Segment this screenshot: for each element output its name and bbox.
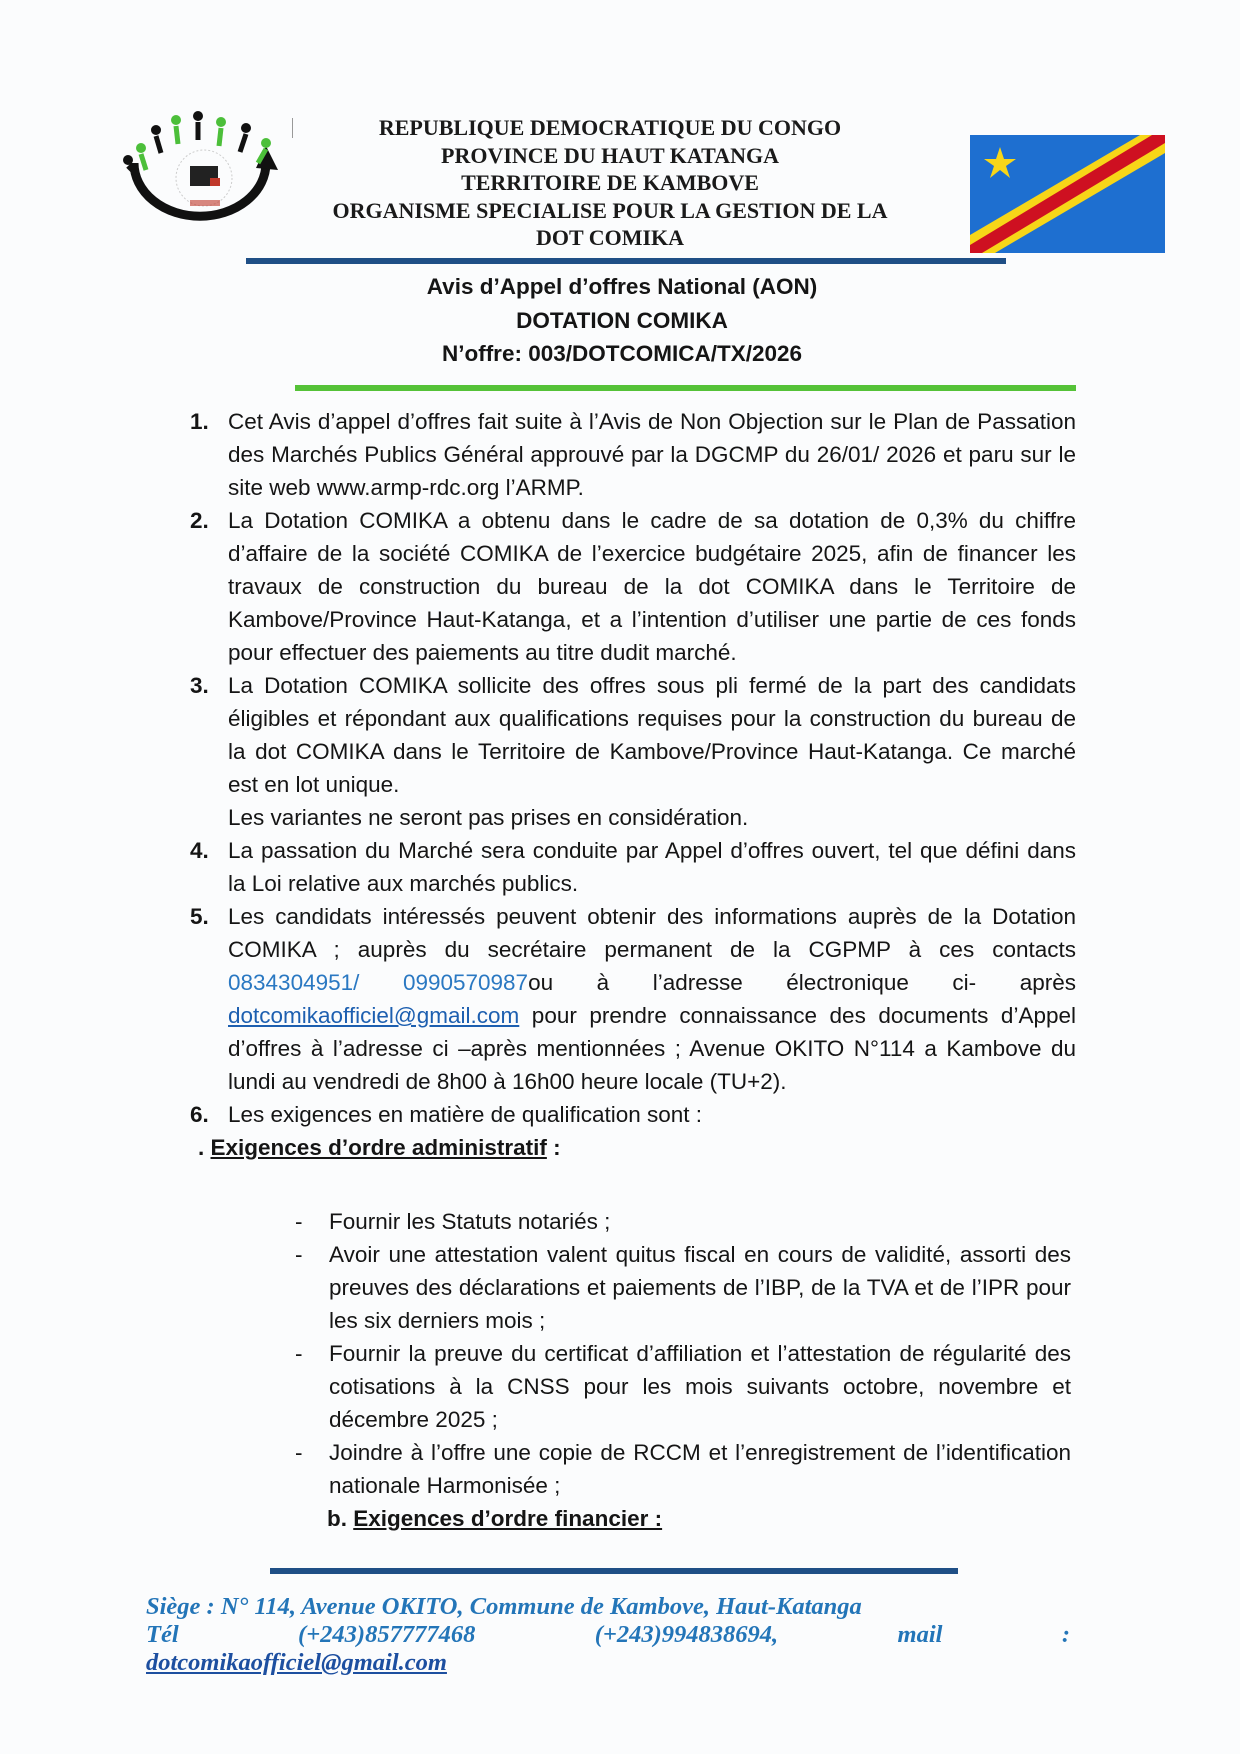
item-text: La passation du Marché sera conduite par Appel d’offres ouvert, tel que défini dans la Loi relative aux marchés publics. [228,838,1076,896]
header-line: TERRITOIRE DE KAMBOVE [461,170,759,195]
footer-address: Siège : N° 114, Avenue OKITO, Commune de Kambove, Haut-Katanga [146,1593,862,1620]
item-number: 5. [190,904,209,929]
dash-marker: - [295,1440,303,1465]
list-item [190,405,1076,504]
dot-comika-logo [116,108,291,223]
bullet-text: Avoir une attestation valent quitus fiscal en cours de validité, assorti des preuves des déclarations et paiements de l’IBP, de la TVA et de l’IPR pour les six derniers mois ; [329,1242,1071,1333]
phone-number[interactable]: (+243)857777468 [298,1621,476,1648]
bullet-item [295,1238,1071,1337]
item-text: La Dotation COMIKA a obtenu dans le cadre de sa dotation de 0,3% du chiffre d’affaire de la société COMIKA de l’exercice budgétaire 2025, afin de financer les travaux de construction du bureau de la dot COMIKA dans le Territoire de Kambove/Province Haut-Katanga, et a l’intention d’utiliser une partie de ces fonds pour effectuer des paiements au titre dudit marché. [228,508,1076,665]
admin-requirements-list [295,1205,1071,1535]
list-item [190,900,1076,1098]
email-link[interactable]: dotcomikaofficiel@gmail.com [228,1003,520,1028]
item-text-variants: Les variantes ne seront pas prises en considération. [228,805,749,830]
item-number: 2. [190,508,209,533]
header-line: ORGANISME SPECIALISE POUR LA GESTION DE LA [332,197,888,223]
bullet-item [295,1436,1071,1502]
list-item [190,834,1076,900]
bullet-text: Fournir la preuve du certificat d’affiliation et l’attestation de régularité des cotisations à la CNSS pour les mois suivants octobre, novembre et décembre 2025 ; [329,1341,1071,1432]
heading-text: Exigences d’ordre financier : [353,1506,663,1531]
dash-marker: - [295,1209,303,1234]
list-item [190,1098,1076,1131]
dash-marker: - [295,1242,303,1267]
title-rule [295,385,1076,391]
footer-phones [146,1621,1070,1649]
mail-colon: : [1061,1621,1070,1648]
notice-title [222,270,1022,371]
dash-marker: - [295,1341,303,1366]
heading-text: Exigences d’ordre administratif [210,1135,547,1160]
header-line: PROVINCE DU HAUT KATANGA [441,142,779,168]
heading-prefix: b. [327,1506,354,1531]
phone-number[interactable]: (+243)994838694, [594,1621,779,1648]
item-text: La Dotation COMIKA sollicite des offres sous pli fermé de la part des candidats éligibles et répondant aux qualifications requises pour la construction du bureau de la dot COMIKA dans le Territoire de Kambove/Province Haut-Katanga. Ce marché est en lot unique. [228,673,1076,797]
bullet-item [295,1205,1071,1238]
item-text: Les exigences en matière de qualification sont : [228,1102,703,1127]
offer-number: N’offre: 003/DOTCOMICA/TX/2026 [441,341,803,366]
title-line: DOTATION COMIKA [516,307,728,333]
financial-requirements-heading [327,1502,1071,1535]
tel-label: Tél [146,1621,179,1648]
title-line: Avis d’Appel d’offres National (AON) [426,274,818,299]
bullet-text: Joindre à l’offre une copie de RCCM et l’enregistrement de l’identification nationale Harmonisée ; [329,1440,1071,1498]
item-text: pour prendre connaissance des documents d’Appel d’offres à l’adresse ci –après mentionnées ; Avenue OKITO N°114 a Kambove du lundi au vendredi de 8h00 à 16h00 heure locale (TU+2). [228,1003,1076,1094]
mail-label: mail [897,1621,943,1648]
list-item [190,669,1076,834]
item-number: 4. [190,838,209,863]
item-text: Les candidats intéressés peuvent obtenir des informations auprès de la Dotation COMIKA ; auprès du secrétaire permanent de la CGPMP à ces contacts [228,904,1076,962]
heading-prefix: . [198,1135,211,1160]
admin-requirements-heading [198,1131,1076,1164]
footer-contact [146,1593,1070,1677]
item-number: 6. [190,1102,209,1127]
institution-header [280,114,940,252]
bullet-text: Fournir les Statuts notariés ; [329,1209,611,1234]
heading-suffix: : [546,1135,561,1160]
item-text: Cet Avis d’appel d’offres fait suite à l’Avis de Non Objection sur le Plan de Passation des Marchés Publics Général approuvé par la DGCMP du 26/01/ 2026 et paru sur le site web www.armp-rdc.org l’ARMP. [228,409,1076,500]
list-item [190,504,1076,669]
footer-rule [270,1568,958,1574]
bullet-item [295,1337,1071,1436]
footer-email-link[interactable]: dotcomikaofficiel@gmail.com [146,1649,447,1676]
header-line: DOT COMIKA [535,225,685,250]
phone-link[interactable]: 0834304951/ [228,970,360,995]
item-text: ou à l’adresse électronique ci- après [528,970,1076,995]
drc-flag [970,135,1165,253]
item-number: 3. [190,673,209,698]
item-number: 1. [190,409,209,434]
notice-body [190,405,1076,1164]
phone-link[interactable]: 0990570987 [402,970,529,995]
header-rule [246,258,1006,264]
header-line: REPUBLIQUE DEMOCRATIQUE DU CONGO [378,115,842,140]
